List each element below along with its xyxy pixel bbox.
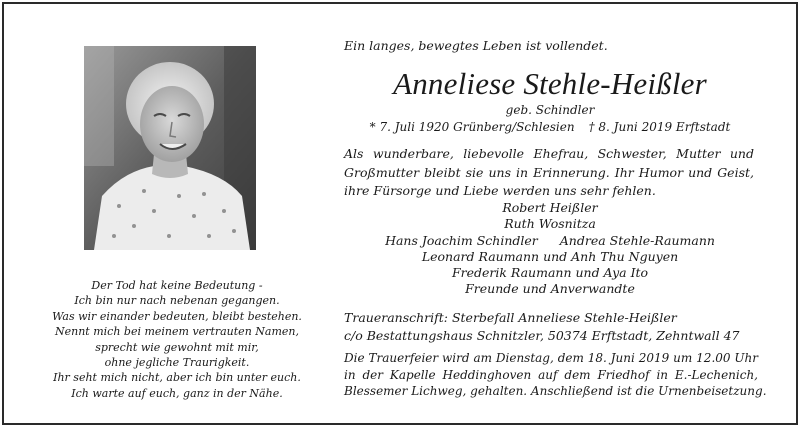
mourner: Andrea Stehle-Raumann [559, 232, 715, 248]
tribute-line: Großmutter bleibt sie uns in Erinnerung. Ihr Humor und Geist, [344, 164, 754, 180]
poem-line: Ich bin nur nach nebenan gegangen. [74, 294, 280, 308]
birth-date: * 7. Juli 1920 Grünberg/Schlesien [369, 120, 575, 134]
address-line: Traueranschrift: Sterbefall Anneliese Stehle-Heißler [344, 310, 677, 325]
funeral-service-info [344, 350, 767, 400]
tribute-line: Als wunderbare, liebevolle Ehefrau, Schwester, Mutter und [344, 146, 754, 161]
service-line: Die Trauerfeier wird am Dienstag, dem 18. Juni 2019 um 12.00 Uhr [344, 351, 758, 365]
life-dates [341, 120, 759, 134]
service-line: in der Kapelle Heddinghoven auf dem Friedhof in E.-Lechenich, [344, 367, 758, 382]
poem-line: Der Tod hat keine Bedeutung - [91, 279, 263, 292]
mourners-list [341, 200, 759, 298]
tribute-paragraph [344, 145, 754, 201]
poem-line: Ihr seht mich nicht, aber ich bin unter euch. [53, 371, 301, 385]
service-line: Blessemer Lichweg, gehalten. Anschließend ist die Urnenbeisetzung. [344, 384, 767, 398]
mourner: Hans Joachim Schindler [385, 232, 538, 248]
death-date: † 8. Juni 2019 Erftstadt [588, 120, 731, 134]
mourner: Ruth Wosnitza [504, 216, 596, 232]
portrait-photo [84, 46, 256, 250]
deceased-name: Anneliese Stehle-Heißler [393, 66, 707, 101]
poem-line: ohne jegliche Traurigkeit. [104, 356, 250, 370]
tribute-line: ihre Fürsorge und Liebe werden uns sehr fehlen. [344, 183, 656, 198]
mourner: Leonard Raumann und Anh Thu Nguyen [421, 248, 679, 264]
mourner: Frederik Raumann und Aya Ito [451, 265, 649, 281]
opening-line: Ein langes, bewegtes Leben ist vollendet. [344, 38, 608, 53]
poem-line: Was wir einander bedeuten, bleibt bestehen. [52, 309, 302, 323]
mourner: Robert Heißler [502, 200, 598, 215]
poem-line: sprecht wie gewohnt mit mir, [95, 340, 259, 354]
mourning-address [344, 309, 758, 345]
mourner: Freunde und Anverwandte [465, 281, 635, 297]
poem [22, 278, 332, 401]
mourner-pair [341, 233, 759, 249]
address-line: c/o Bestattungshaus Schnitzler, 50374 Erftstadt, Zehntwall 47 [344, 328, 740, 343]
poem-line: Ich warte auf euch, ganz in der Nähe. [71, 386, 283, 400]
birth-name: geb. Schindler [505, 103, 595, 117]
poem-line: Nennt mich bei meinem vertrauten Namen, [55, 325, 299, 339]
